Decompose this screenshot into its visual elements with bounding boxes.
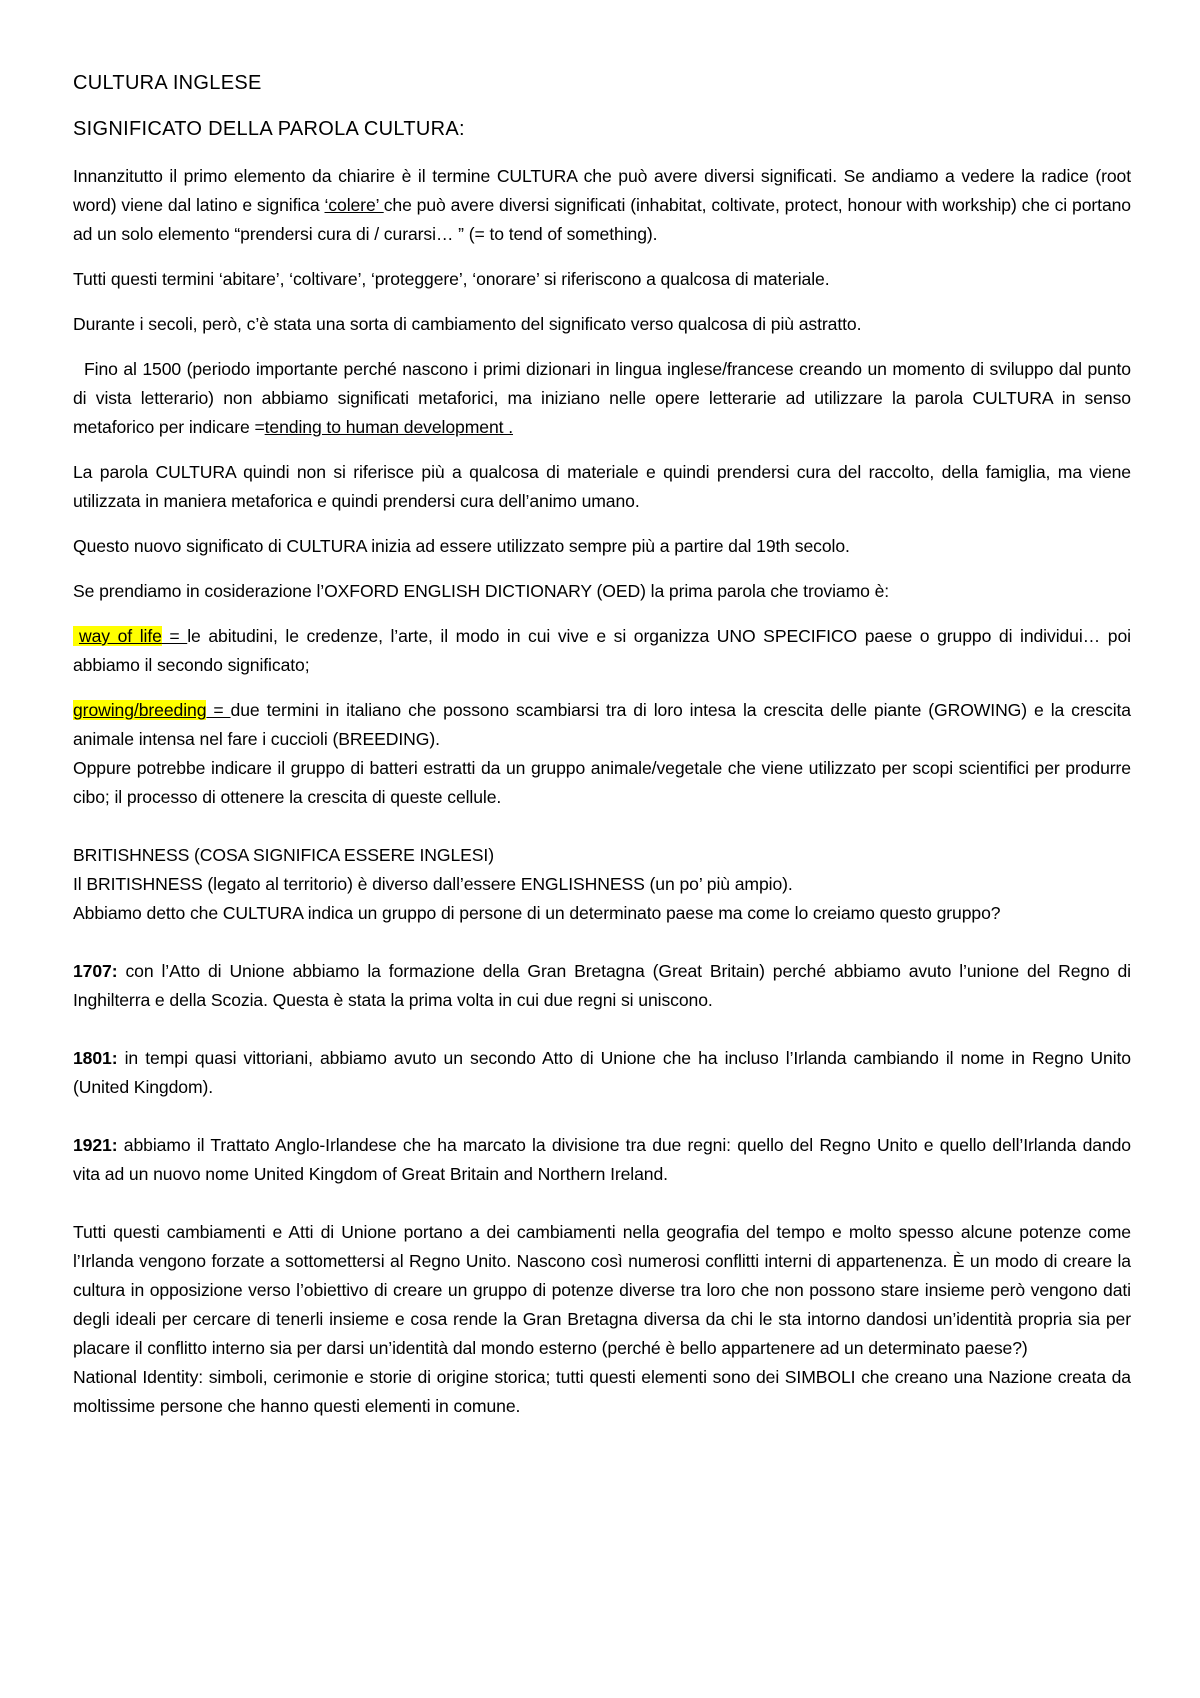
- growing-text: due termini in italiano che possono scambiarsi tra di loro intesa la crescita delle piante (GROWING) e la crescita animale intensa nel fare i cuccioli (BREEDING).: [73, 700, 1131, 749]
- way-of-life-text: le abitudini, le credenze, l’arte, il modo in cui vive e si organizza UNO SPECIFICO paese o gruppo di individui… poi abbiamo il secondo significato;: [73, 626, 1131, 675]
- metaphor-paragraph: La parola CULTURA quindi non si riferisce più a qualcosa di materiale e quindi prendersi cura del raccolto, della famiglia, ma viene utilizzata in maniera metaforica e quindi prendersi cura dell’animo umano.: [73, 462, 1131, 511]
- bacteria-paragraph: Oppure potrebbe indicare il gruppo di batteri estratti da un gruppo animale/vegetale che viene utilizzato per scopi scientifici per produrre cibo; il processo di ottenere la crescita di queste cellule.: [73, 758, 1131, 807]
- event-text-1801: in tempi quasi vittoriani, abbiamo avuto un secondo Atto di Unione che ha incluso l’Irlanda cambiando il nome in Regno Unito (United Kingdom).: [73, 1048, 1131, 1097]
- intro-text-part1: Innanzitutto il primo elemento da chiarire è il termine CULTURA che può avere diversi significati. Se andiamo a vedere la radice (root word) viene dal latino e significa: [73, 166, 1131, 215]
- event-1921-paragraph: [73, 1131, 1131, 1189]
- event-year-1921: 1921:: [73, 1135, 118, 1155]
- event-year-1707: 1707:: [73, 961, 118, 981]
- event-year-1801: 1801:: [73, 1048, 118, 1068]
- growing-paragraph: [73, 696, 1131, 754]
- way-of-life-paragraph: [73, 622, 1131, 680]
- growing-breeding-term: growing/breeding: [73, 700, 207, 720]
- terms-paragraph: Tutti questi termini ‘abitare’, ‘coltivare’, ‘proteggere’, ‘onorare’ si riferiscono a qualcosa di materiale.: [73, 269, 830, 289]
- britishness-line-1: Il BRITISHNESS (legato al territorio) è diverso dall’essere ENGLISHNESS (un po’ più ampio).: [73, 874, 793, 894]
- nineteenth-century-paragraph: Questo nuovo significato di CULTURA inizia ad essere utilizzato sempre più a partire dal 19th secolo.: [73, 536, 850, 556]
- conclusion-paragraph: Tutti questi cambiamenti e Atti di Unione portano a dei cambiamenti nella geografia del tempo e molto spesso alcune potenze come l’Irlanda vengono forzate a sottomettersi al Regno Unito. Nascono così numerosi conflitti interni di appartenenza. È un modo di creare la cultura in opposizione verso l’obiettivo di creare un gruppo di potenze diverse tra loro che non possono stare insieme però vengono dati degli ideali per cercare di tenerli insieme e cosa rende la Gran Bretagna diversa da chi le sta intorno dandosi un’identità propria sia per placare il conflitto interno sia per darsi un’identità dal mondo esterno (perché è bello appartenere ad un determinato paese?): [73, 1222, 1131, 1358]
- event-1801-paragraph: [73, 1044, 1131, 1102]
- year-1500-paragraph: [73, 355, 1131, 442]
- year-1500-text: Fino al 1500 (periodo importante perché nascono i primi dizionari in lingua inglese/francese creando un momento di sviluppo dal punto di vista letterario) non abbiamo significati metaforici, ma iniziano nelle opere letterarie ad utilizzare la parola CULTURA in senso metaforico per indicare =: [73, 359, 1131, 437]
- national-identity-paragraph: National Identity: simboli, cerimonie e storie di origine storica; tutti questi elementi sono dei SIMBOLI che creano una Nazione creata da moltissime persone che hanno questi elementi in comune.: [73, 1367, 1131, 1416]
- intro-paragraph: [73, 162, 1131, 249]
- event-text-1707: con l’Atto di Unione abbiamo la formazione della Gran Bretagna (Great Britain) perché abbiamo avuto l’unione del Regno di Inghilterra e della Scozia. Questa è stata la prima volta in cui due regni si uniscono.: [73, 961, 1131, 1010]
- oed-paragraph: Se prendiamo in cosiderazione l’OXFORD ENGLISH DICTIONARY (OED) la prima parola che troviamo è:: [73, 581, 890, 601]
- document-title: CULTURA INGLESE: [73, 72, 262, 94]
- document-body: [73, 162, 1131, 1421]
- tending-term: tending to human development .: [264, 417, 513, 437]
- centuries-paragraph: Durante i secoli, però, c’è stata una sorta di cambiamento del significato verso qualcosa di più astratto.: [73, 314, 862, 334]
- britishness-heading: BRITISHNESS (COSA SIGNIFICA ESSERE INGLESI): [73, 845, 494, 865]
- intro-text-part2: che può avere diversi significati (inhabitat, coltivate, protect, honour with workship) che ci portano ad un solo elemento “prendersi cura di / curarsi… ” (= to tend of something).: [73, 195, 1131, 244]
- growing-equals: =: [206, 700, 231, 720]
- event-text-1921: abbiamo il Trattato Anglo-Irlandese che ha marcato la divisione tra due regni: quello del Regno Unito e quello dell’Irlanda dando vita ad un nuovo nome United Kingdom of Great Britain and Northern Ireland.: [73, 1135, 1131, 1184]
- event-1707-paragraph: [73, 957, 1131, 1015]
- way-of-life-equals: =: [161, 626, 188, 646]
- colere-term: ‘colere’: [324, 195, 384, 215]
- way-of-life-term: way of life: [73, 626, 162, 646]
- britishness-line-2: Abbiamo detto che CULTURA indica un gruppo di persone di un determinato paese ma come lo creiamo questo gruppo?: [73, 903, 1001, 923]
- document-subtitle: SIGNIFICATO DELLA PAROLA CULTURA:: [73, 118, 465, 140]
